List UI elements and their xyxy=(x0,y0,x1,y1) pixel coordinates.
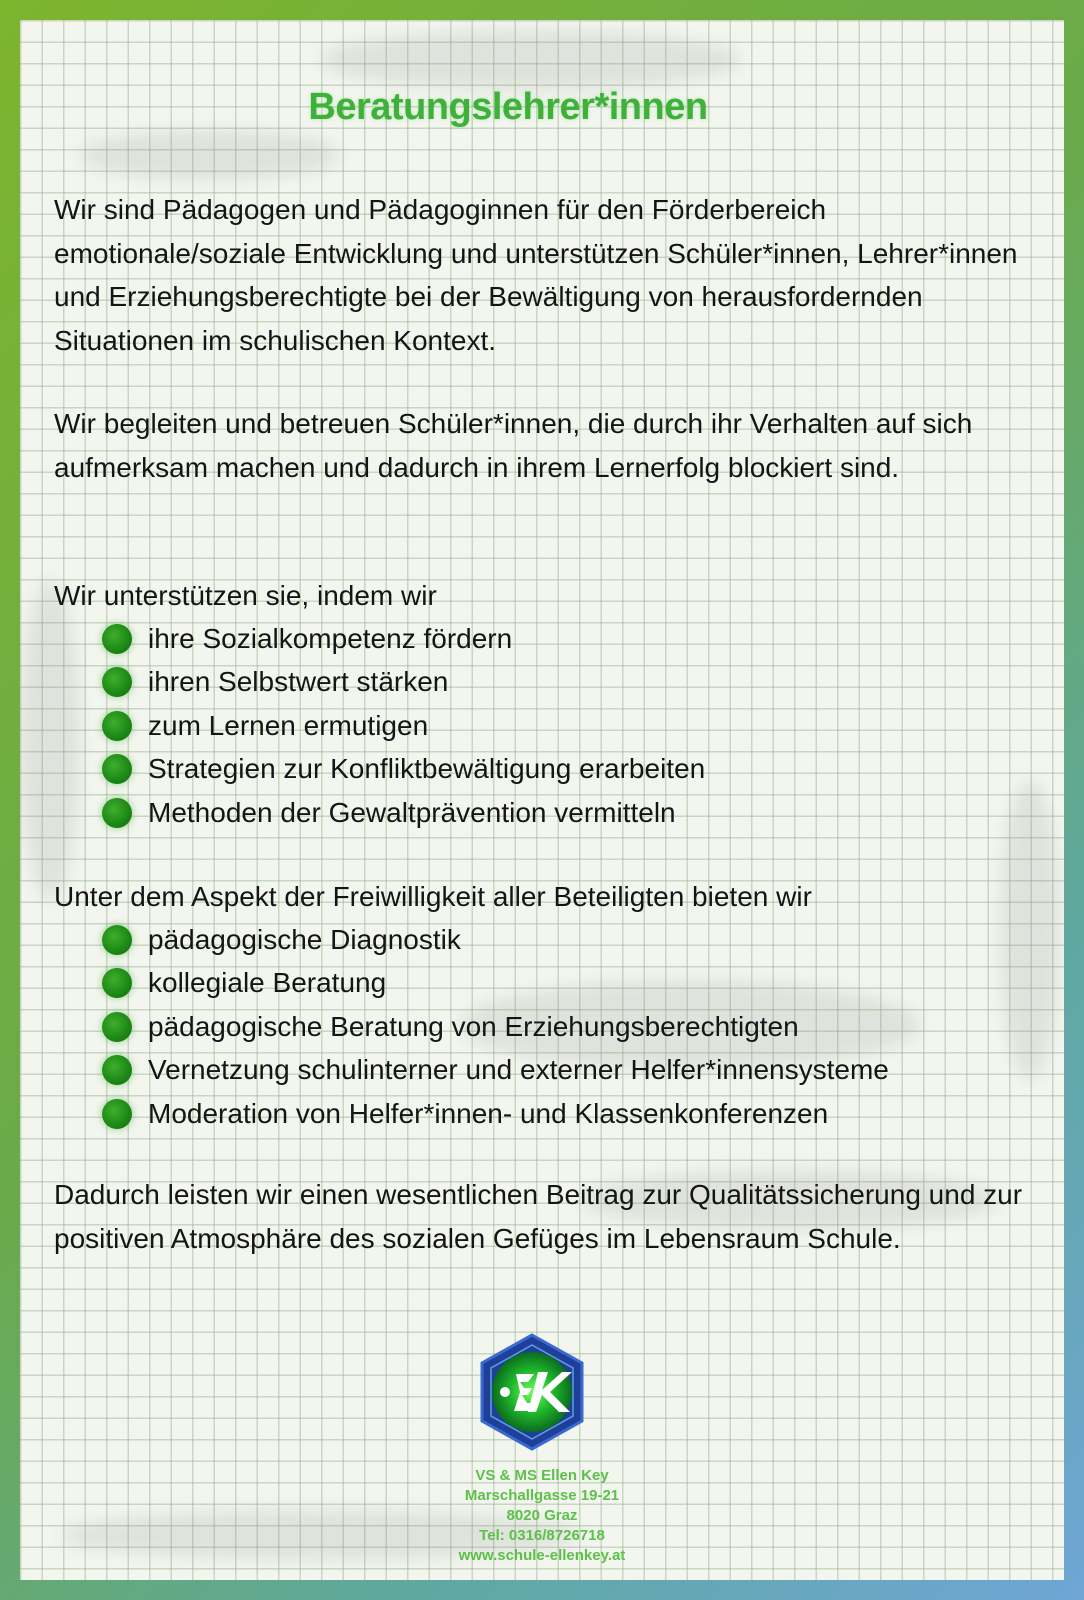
offer-list-intro: Unter dem Aspekt der Freiwilligkeit aller Beteiligten bieten wir xyxy=(54,881,812,912)
list-item-text: pädagogische Diagnostik xyxy=(148,923,461,955)
school-logo xyxy=(472,1332,592,1452)
list-item-text: zum Lernen ermutigen xyxy=(148,709,429,741)
list-item-text: kollegiale Beratung xyxy=(148,967,387,999)
list-item xyxy=(54,704,705,748)
brush-smudge xyxy=(320,30,740,90)
support-list xyxy=(54,617,705,835)
street-address: Marschallgasse 19-21 xyxy=(464,1487,620,1504)
page-title: Beratungslehrer*innen xyxy=(308,86,708,128)
website-link[interactable]: www.schule-ellenkey.at xyxy=(458,1547,626,1564)
green-bullet-icon xyxy=(102,624,132,654)
support-description-paragraph: Wir begleiten und betreuen Schüler*innen, die durch ihr Verhalten auf sich aufmerksam machen und dadurch in ihrem Lernerfolg blockiert sind. xyxy=(54,408,973,483)
green-bullet-icon xyxy=(102,667,132,697)
closing-paragraph: Dadurch leisten wir einen wesentlichen Beitrag zur Qualitätssicherung und zur positiven Atmosphäre des sozialen Gefüges im Lebensraum Schule. xyxy=(54,1179,1023,1254)
offer-list xyxy=(54,918,889,1136)
list-item-text: ihren Selbstwert stärken xyxy=(148,666,449,698)
list-item-text: Methoden der Gewaltprävention vermitteln xyxy=(148,796,676,828)
green-bullet-icon xyxy=(102,754,132,784)
brush-smudge xyxy=(80,130,340,180)
brush-smudge xyxy=(1000,780,1060,1080)
school-hexagon-logo-icon xyxy=(472,1332,592,1452)
list-item xyxy=(54,661,705,705)
green-bullet-icon xyxy=(102,1099,132,1129)
list-item xyxy=(54,617,705,661)
city-address: 8020 Graz xyxy=(506,1507,578,1524)
green-bullet-icon xyxy=(102,1055,132,1085)
list-item xyxy=(54,962,889,1006)
list-item xyxy=(54,1005,889,1049)
list-item-text: Vernetzung schulinterner und externer Helfer*innensysteme xyxy=(148,1054,889,1086)
support-list-intro: Wir unterstützen sie, indem wir xyxy=(54,580,437,611)
list-item xyxy=(54,918,889,962)
green-bullet-icon xyxy=(102,925,132,955)
list-item xyxy=(54,1049,889,1093)
green-bullet-icon xyxy=(102,1012,132,1042)
school-name: VS & MS Ellen Key xyxy=(475,1467,609,1484)
list-item-text: ihre Sozialkompetenz fördern xyxy=(148,622,513,654)
contact-block xyxy=(20,1466,1064,1566)
green-bullet-icon xyxy=(102,798,132,828)
intro-paragraph: Wir sind Pädagogen und Pädagoginnen für den Förderbereich emotionale/soziale Entwicklung und unterstützen Schüler*innen, Lehrer*innen und Erziehungsberechtigte bei der Bewältigung von herausfordernden Situationen im schulischen Kontext. xyxy=(54,194,1018,356)
green-bullet-icon xyxy=(102,711,132,741)
list-item xyxy=(54,748,705,792)
phone-number: Tel: 0316/8726718 xyxy=(479,1527,605,1544)
list-item-text: Moderation von Helfer*innen- und Klassenkonferenzen xyxy=(148,1097,829,1129)
list-item xyxy=(54,791,705,835)
poster-frame xyxy=(20,20,1064,1580)
list-item xyxy=(54,1092,889,1136)
list-item-text: pädagogische Beratung von Erziehungsberechtigten xyxy=(148,1010,799,1042)
green-bullet-icon xyxy=(102,968,132,998)
list-item-text: Strategien zur Konfliktbewältigung erarbeiten xyxy=(148,753,706,785)
